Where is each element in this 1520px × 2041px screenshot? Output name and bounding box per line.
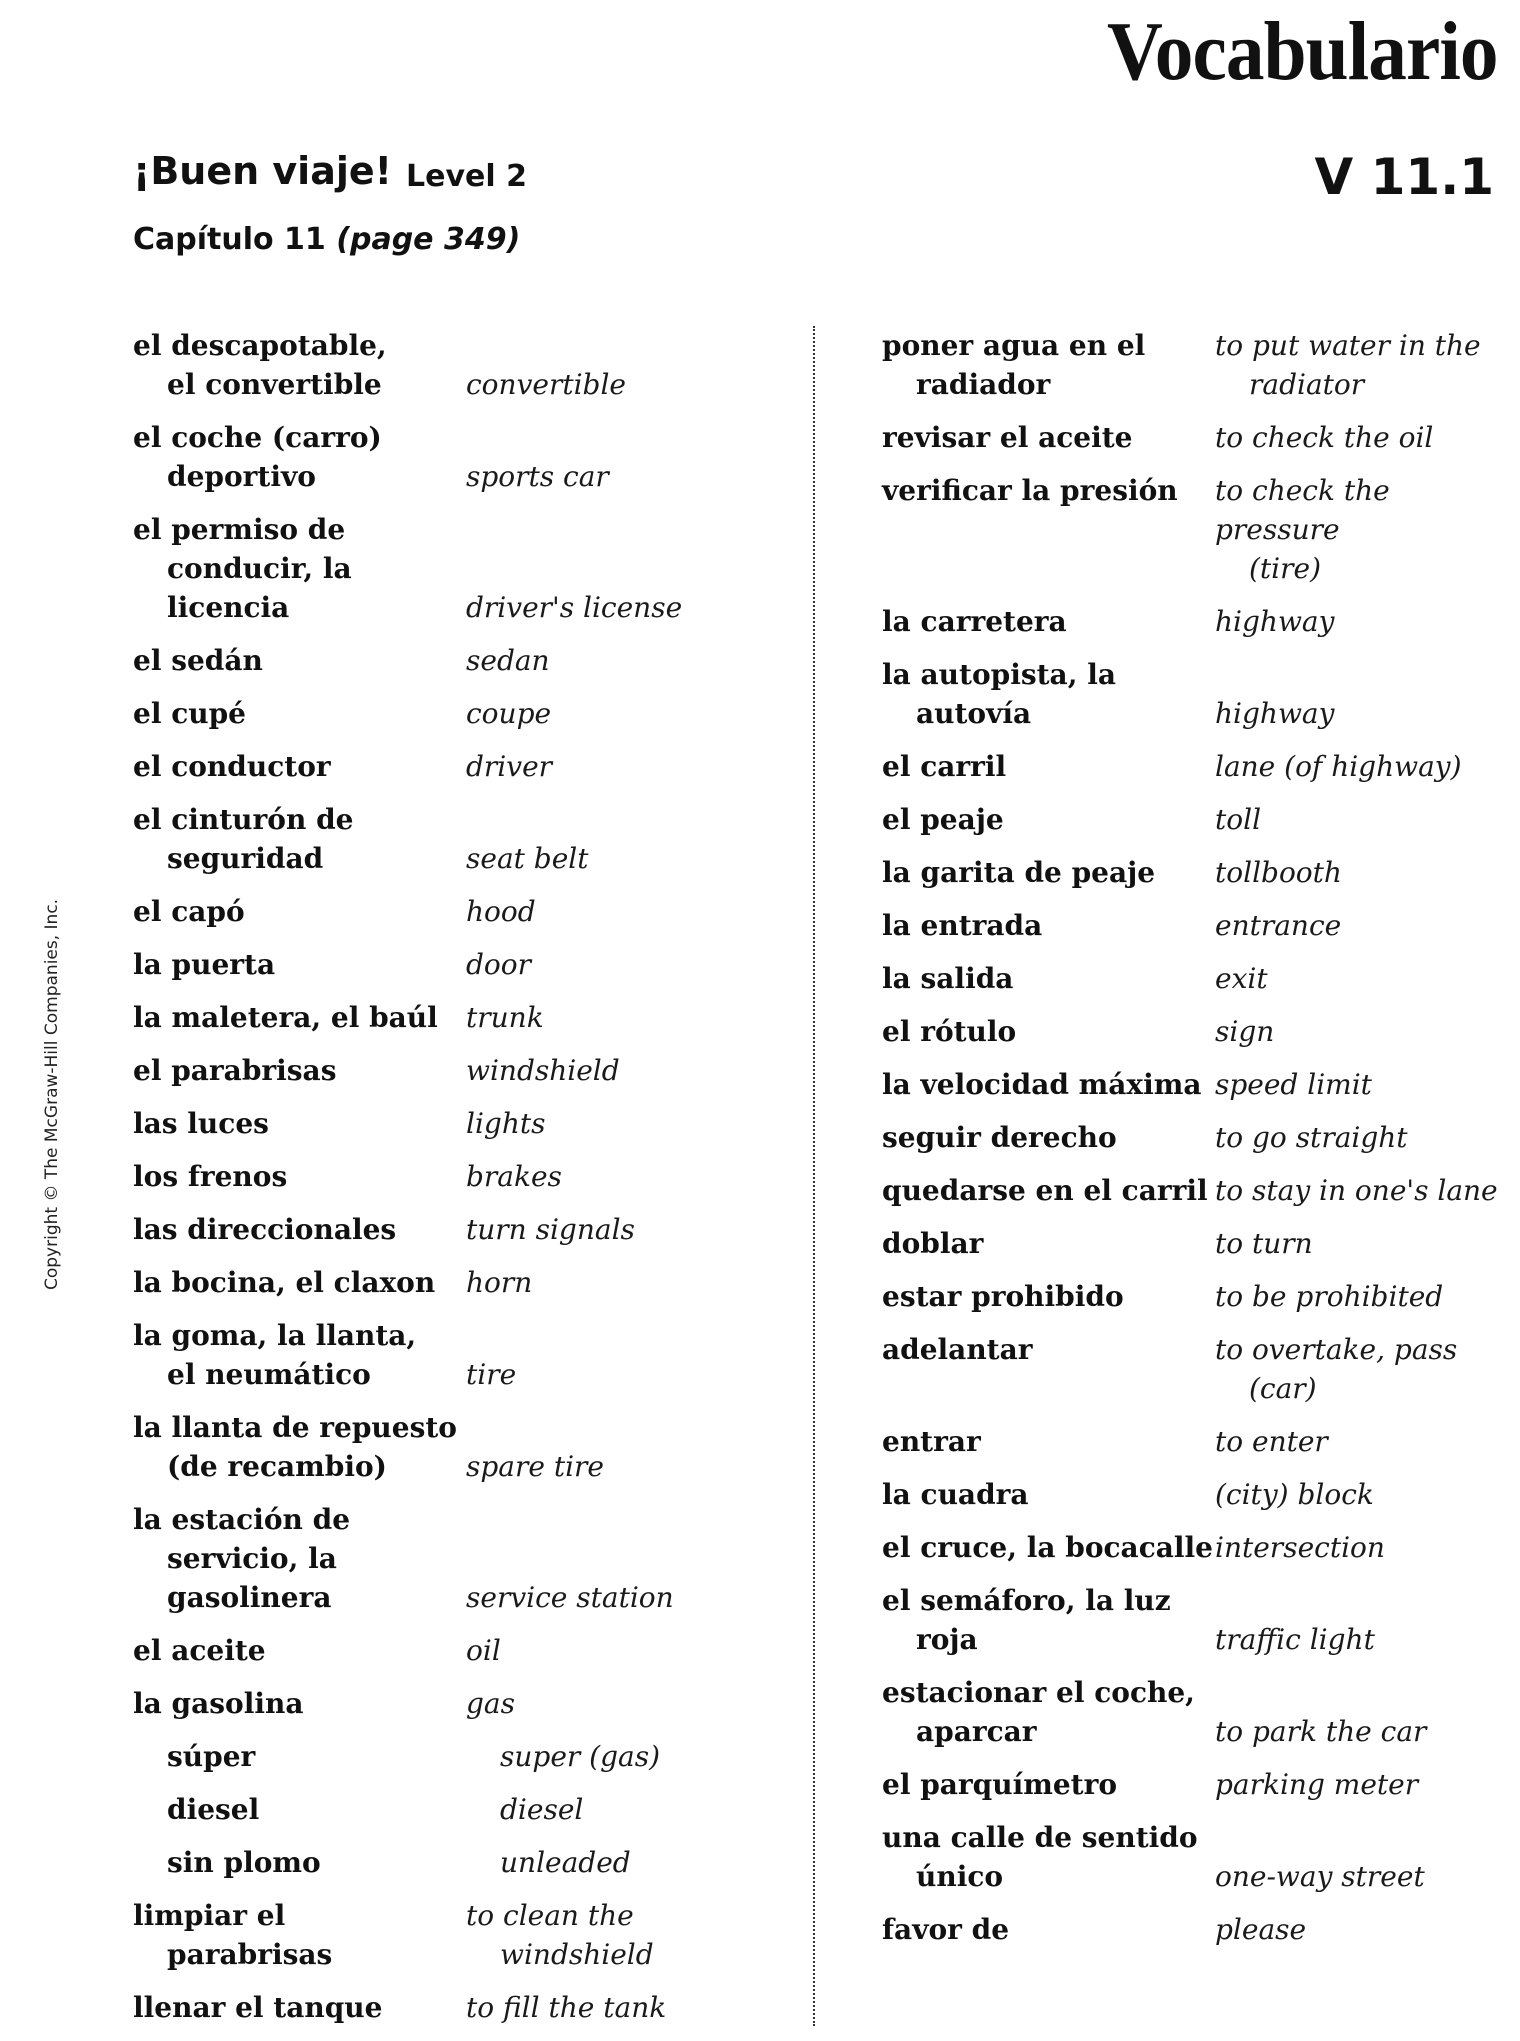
spanish-term-line: seguridad bbox=[167, 842, 324, 875]
spanish-term bbox=[133, 1051, 466, 1090]
english-translation bbox=[466, 998, 793, 1037]
english-translation bbox=[1215, 906, 1502, 945]
spanish-term-line: (de recambio) bbox=[167, 1450, 387, 1483]
vocab-entry bbox=[882, 1012, 1502, 1051]
vocab-entry bbox=[133, 1104, 793, 1143]
vocab-entry bbox=[133, 510, 793, 627]
spanish-term-line: el cruce, la bocacalle bbox=[882, 1531, 1213, 1564]
english-translation-line: (car) bbox=[1249, 1372, 1317, 1405]
vocab-entry bbox=[882, 655, 1502, 733]
worksheet-code: V 11.1 bbox=[1314, 148, 1494, 206]
vocab-entry bbox=[882, 1581, 1502, 1659]
spanish-term-line: la salida bbox=[882, 962, 1014, 995]
vocab-entry bbox=[882, 1673, 1502, 1751]
english-translation-line bbox=[466, 418, 793, 457]
spanish-term bbox=[133, 694, 466, 733]
english-translation bbox=[466, 1210, 793, 1249]
vocab-entry bbox=[882, 1277, 1502, 1316]
vocab-entry bbox=[133, 892, 793, 931]
spanish-term bbox=[133, 1631, 466, 1670]
english-translation bbox=[1215, 1581, 1502, 1659]
vocab-entry bbox=[133, 1988, 793, 2027]
spanish-term-line: licencia bbox=[167, 591, 290, 624]
spanish-term bbox=[133, 1210, 466, 1249]
spanish-term bbox=[882, 747, 1215, 786]
spanish-term-line: el carril bbox=[882, 750, 1007, 783]
english-translation-line: to check the oil bbox=[1215, 421, 1434, 454]
english-translation-line: (tire) bbox=[1249, 552, 1322, 585]
spanish-term-line: el rótulo bbox=[882, 1015, 1017, 1048]
english-translation-line: driver bbox=[466, 750, 553, 783]
english-translation bbox=[466, 641, 793, 680]
english-translation bbox=[1215, 747, 1502, 786]
english-translation-line bbox=[466, 1500, 793, 1539]
vocab-entry bbox=[882, 1171, 1502, 1210]
spanish-term bbox=[882, 1581, 1215, 1659]
english-translation bbox=[1215, 1910, 1502, 1949]
spanish-term bbox=[882, 1528, 1215, 1567]
spanish-term-line: la goma, la llanta, bbox=[133, 1319, 417, 1352]
english-translation bbox=[466, 1631, 793, 1670]
spanish-term-line: el aceite bbox=[133, 1634, 266, 1667]
vocab-entry bbox=[882, 602, 1502, 641]
spanish-term-line: seguir derecho bbox=[882, 1121, 1117, 1154]
vocab-entry bbox=[133, 1500, 793, 1617]
english-translation bbox=[466, 1790, 793, 1829]
vocab-entry bbox=[882, 471, 1502, 588]
spanish-term-line: revisar el aceite bbox=[882, 421, 1133, 454]
english-translation bbox=[1215, 1277, 1502, 1316]
english-translation bbox=[1215, 1765, 1502, 1804]
english-translation-line: toll bbox=[1215, 803, 1262, 836]
spanish-term-line: el conductor bbox=[133, 750, 331, 783]
english-translation-line: unleaded bbox=[500, 1846, 631, 1879]
spanish-term-line: estacionar el coche, bbox=[882, 1676, 1195, 1709]
english-translation bbox=[466, 1737, 793, 1776]
spanish-term bbox=[882, 1118, 1215, 1157]
spanish-term-line: el descapotable, bbox=[133, 329, 387, 362]
spanish-term bbox=[882, 1330, 1215, 1408]
spanish-term bbox=[882, 959, 1215, 998]
vocab-entry bbox=[882, 418, 1502, 457]
english-translation-line: radiator bbox=[1249, 368, 1365, 401]
english-translation-line: gas bbox=[466, 1687, 515, 1720]
spanish-term bbox=[882, 1910, 1215, 1949]
spanish-term-line: las luces bbox=[133, 1107, 269, 1140]
spanish-term-line: verificar la presión bbox=[882, 474, 1178, 507]
spanish-term-line: la carretera bbox=[882, 605, 1067, 638]
spanish-term bbox=[133, 418, 466, 496]
level-label: Level 2 bbox=[406, 159, 527, 194]
english-translation bbox=[1215, 418, 1502, 457]
page-title: Vocabulario bbox=[1107, 5, 1498, 98]
spanish-term-line: la estación de bbox=[133, 1503, 351, 1536]
vocab-entry bbox=[882, 747, 1502, 786]
vocab-entry bbox=[133, 694, 793, 733]
vocab-entry bbox=[133, 641, 793, 680]
english-translation-line: trunk bbox=[466, 1001, 544, 1034]
spanish-term bbox=[882, 655, 1215, 733]
english-translation-line: (city) block bbox=[1215, 1478, 1374, 1511]
spanish-term-line: aparcar bbox=[916, 1715, 1037, 1748]
spanish-term-line: el peaje bbox=[882, 803, 1004, 836]
spanish-term-line: la llanta de repuesto bbox=[133, 1411, 457, 1444]
spanish-term-line: el capó bbox=[133, 895, 245, 928]
english-translation bbox=[466, 747, 793, 786]
spanish-term bbox=[882, 1818, 1215, 1896]
english-translation-line bbox=[466, 1539, 793, 1578]
spanish-term-line: el parquímetro bbox=[882, 1768, 1118, 1801]
english-translation-line: seat belt bbox=[466, 842, 589, 875]
vocab-entry bbox=[882, 1475, 1502, 1514]
english-translation-line: please bbox=[1215, 1913, 1307, 1946]
spanish-term bbox=[133, 1316, 466, 1394]
vocab-entry bbox=[133, 1210, 793, 1249]
vocab-entry bbox=[882, 959, 1502, 998]
spanish-term-line: diesel bbox=[167, 1793, 260, 1826]
english-translation bbox=[1215, 1818, 1502, 1896]
english-translation bbox=[466, 326, 793, 404]
english-translation bbox=[1215, 1224, 1502, 1263]
english-translation-line: exit bbox=[1215, 962, 1268, 995]
english-translation-line: traffic light bbox=[1215, 1623, 1375, 1656]
spanish-term-line: los frenos bbox=[133, 1160, 288, 1193]
vocab-entry bbox=[133, 326, 793, 404]
english-translation-line: windshield bbox=[500, 1938, 654, 1971]
english-translation-line: to go straight bbox=[1215, 1121, 1408, 1154]
english-translation-line: to clean the bbox=[466, 1899, 634, 1932]
vocab-entry bbox=[882, 1818, 1502, 1896]
english-translation-line: convertible bbox=[466, 368, 627, 401]
english-translation-line: one-way street bbox=[1215, 1860, 1425, 1893]
english-translation bbox=[466, 1263, 793, 1302]
vocab-entry bbox=[882, 800, 1502, 839]
spanish-term bbox=[133, 998, 466, 1037]
english-translation-line bbox=[466, 326, 793, 365]
vocab-entry bbox=[133, 1051, 793, 1090]
vocab-entry bbox=[133, 418, 793, 496]
english-translation-line: turn signals bbox=[466, 1213, 635, 1246]
english-translation-line: lane (of highway) bbox=[1215, 750, 1462, 783]
english-translation-line: speed limit bbox=[1215, 1068, 1372, 1101]
spanish-term-line: las direccionales bbox=[133, 1213, 397, 1246]
spanish-term bbox=[882, 1765, 1215, 1804]
spanish-term-line: servicio, la bbox=[167, 1542, 337, 1575]
vocab-entry bbox=[882, 1118, 1502, 1157]
spanish-term-line: súper bbox=[167, 1740, 256, 1773]
vocab-entry bbox=[133, 1263, 793, 1302]
english-translation-line: to turn bbox=[1215, 1227, 1313, 1260]
spanish-term-line: poner agua en el bbox=[882, 329, 1146, 362]
english-translation bbox=[466, 1988, 793, 2027]
spanish-term-line: roja bbox=[916, 1623, 978, 1656]
spanish-term bbox=[133, 800, 466, 878]
vocab-entry bbox=[882, 1765, 1502, 1804]
english-translation bbox=[1215, 1528, 1502, 1567]
spanish-term-line: la velocidad máxima bbox=[882, 1068, 1202, 1101]
english-translation bbox=[466, 1408, 793, 1486]
spanish-term bbox=[133, 1408, 466, 1486]
spanish-term bbox=[133, 326, 466, 404]
vocab-entry bbox=[133, 747, 793, 786]
english-translation-line: to check the pressure bbox=[1215, 474, 1390, 546]
english-translation-line bbox=[466, 549, 793, 588]
spanish-term bbox=[133, 1843, 466, 1882]
spanish-term bbox=[882, 1065, 1215, 1104]
vocab-entry bbox=[882, 906, 1502, 945]
spanish-term-line: radiador bbox=[916, 368, 1051, 401]
vocab-entry bbox=[133, 1408, 793, 1486]
spanish-term bbox=[882, 906, 1215, 945]
spanish-term bbox=[882, 1673, 1215, 1751]
spanish-term bbox=[133, 1737, 466, 1776]
vocab-entry bbox=[133, 1896, 793, 1974]
english-translation bbox=[1215, 655, 1502, 733]
vocab-entry bbox=[882, 1330, 1502, 1408]
spanish-term-line: estar prohibido bbox=[882, 1280, 1124, 1313]
english-translation-line: horn bbox=[466, 1266, 533, 1299]
english-translation-line: brakes bbox=[466, 1160, 562, 1193]
spanish-term-line: el parabrisas bbox=[133, 1054, 337, 1087]
vocab-entry bbox=[133, 1157, 793, 1196]
spanish-term bbox=[133, 1157, 466, 1196]
spanish-term-line: gasolinera bbox=[167, 1581, 332, 1614]
spanish-term bbox=[882, 1277, 1215, 1316]
vocab-entry bbox=[133, 800, 793, 878]
spanish-term-line: la puerta bbox=[133, 948, 276, 981]
english-translation bbox=[1215, 1171, 1502, 1210]
english-translation-line bbox=[466, 510, 793, 549]
spanish-term bbox=[133, 747, 466, 786]
vocab-entry bbox=[133, 1631, 793, 1670]
english-translation-line: coupe bbox=[466, 697, 552, 730]
english-translation-line bbox=[1215, 655, 1502, 694]
spanish-term bbox=[133, 1896, 466, 1974]
copyright-text: Copyright © The McGraw-Hill Companies, Inc. bbox=[42, 898, 62, 1290]
spanish-term bbox=[882, 326, 1215, 404]
vocab-entry bbox=[882, 1910, 1502, 1949]
spanish-term bbox=[133, 1500, 466, 1617]
spanish-term-line: una calle de sentido bbox=[882, 1821, 1198, 1854]
english-translation-line: driver's license bbox=[466, 591, 683, 624]
english-translation bbox=[466, 1316, 793, 1394]
english-translation-line: tollbooth bbox=[1215, 856, 1342, 889]
english-translation-line: to overtake, pass bbox=[1215, 1333, 1458, 1366]
spanish-term bbox=[133, 641, 466, 680]
english-translation-line bbox=[466, 800, 793, 839]
spanish-term-line: el neumático bbox=[167, 1358, 371, 1391]
vocab-entry bbox=[882, 1422, 1502, 1461]
spanish-term bbox=[882, 800, 1215, 839]
spanish-term-line: la cuadra bbox=[882, 1478, 1029, 1511]
spanish-term bbox=[882, 418, 1215, 457]
english-translation-line: oil bbox=[466, 1634, 501, 1667]
english-translation bbox=[1215, 326, 1502, 404]
english-translation-line: highway bbox=[1215, 697, 1335, 730]
english-translation bbox=[1215, 1673, 1502, 1751]
spanish-term bbox=[133, 1263, 466, 1302]
book-title: ¡Buen viaje! bbox=[133, 149, 392, 193]
spanish-term bbox=[882, 1224, 1215, 1263]
vocab-entry bbox=[882, 853, 1502, 892]
right-vocabulary-column bbox=[882, 326, 1502, 1963]
english-translation bbox=[1215, 959, 1502, 998]
english-translation bbox=[466, 892, 793, 931]
column-divider bbox=[813, 326, 815, 2026]
english-translation-line bbox=[466, 1316, 793, 1355]
english-translation-line: door bbox=[466, 948, 532, 981]
english-translation bbox=[466, 418, 793, 496]
spanish-term bbox=[882, 1171, 1215, 1210]
spanish-term-line: autovía bbox=[916, 697, 1032, 730]
english-translation bbox=[466, 1157, 793, 1196]
english-translation bbox=[1215, 853, 1502, 892]
vocab-entry bbox=[882, 1065, 1502, 1104]
spanish-term bbox=[133, 892, 466, 931]
spanish-term-line: único bbox=[916, 1860, 1004, 1893]
spanish-term-line: deportivo bbox=[167, 460, 316, 493]
spanish-term-line: el permiso de bbox=[133, 513, 346, 546]
spanish-term-line: la bocina, el claxon bbox=[133, 1266, 436, 1299]
english-translation bbox=[1215, 1330, 1502, 1408]
spanish-term bbox=[882, 1012, 1215, 1051]
spanish-term-line: adelantar bbox=[882, 1333, 1033, 1366]
english-translation bbox=[466, 1500, 793, 1617]
spanish-term bbox=[882, 471, 1215, 588]
spanish-term-line: llenar el tanque bbox=[133, 1991, 383, 2024]
vocab-entry bbox=[882, 1224, 1502, 1263]
english-translation bbox=[466, 694, 793, 733]
english-translation-line bbox=[466, 1408, 793, 1447]
english-translation-line: to fill the tank bbox=[466, 1991, 667, 2024]
english-translation bbox=[466, 510, 793, 627]
vocab-entry bbox=[133, 945, 793, 984]
vocab-entry bbox=[882, 326, 1502, 404]
english-translation bbox=[1215, 1118, 1502, 1157]
english-translation bbox=[466, 1684, 793, 1723]
english-translation-line bbox=[1215, 1673, 1502, 1712]
english-translation bbox=[1215, 800, 1502, 839]
english-translation bbox=[466, 1843, 793, 1882]
spanish-term-line: la garita de peaje bbox=[882, 856, 1156, 889]
english-translation-line: sign bbox=[1215, 1015, 1275, 1048]
chapter-label: Capítulo 11 bbox=[133, 222, 326, 257]
spanish-term-line: limpiar el bbox=[133, 1899, 286, 1932]
english-translation bbox=[466, 1896, 793, 1974]
left-vocabulary-column bbox=[133, 326, 793, 2041]
spanish-term-line: el cupé bbox=[133, 697, 246, 730]
english-translation-line bbox=[1215, 1581, 1502, 1620]
english-translation-line: hood bbox=[466, 895, 536, 928]
vocab-entry bbox=[133, 998, 793, 1037]
spanish-term bbox=[133, 1684, 466, 1723]
english-translation-line: to park the car bbox=[1215, 1715, 1427, 1748]
english-translation bbox=[1215, 1012, 1502, 1051]
vocab-entry bbox=[133, 1737, 793, 1776]
english-translation-line: super (gas) bbox=[500, 1740, 661, 1773]
vocab-entry bbox=[133, 1843, 793, 1882]
english-translation bbox=[466, 1051, 793, 1090]
english-translation-line: tire bbox=[466, 1358, 517, 1391]
spanish-term-line: favor de bbox=[882, 1913, 1010, 1946]
english-translation bbox=[1215, 602, 1502, 641]
spanish-term-line: sin plomo bbox=[167, 1846, 321, 1879]
spanish-term-line: el semáforo, la luz bbox=[882, 1584, 1171, 1617]
spanish-term-line: parabrisas bbox=[167, 1938, 333, 1971]
spanish-term bbox=[882, 1422, 1215, 1461]
vocab-entry bbox=[133, 1316, 793, 1394]
english-translation-line: to enter bbox=[1215, 1425, 1328, 1458]
english-translation-line: spare tire bbox=[466, 1450, 605, 1483]
english-translation-line: sedan bbox=[466, 644, 550, 677]
spanish-term-line: la entrada bbox=[882, 909, 1043, 942]
vocab-entry bbox=[882, 1528, 1502, 1567]
spanish-term-line: el cinturón de bbox=[133, 803, 354, 836]
english-translation bbox=[466, 945, 793, 984]
page-reference: (page 349) bbox=[336, 222, 521, 257]
english-translation bbox=[1215, 1475, 1502, 1514]
spanish-term-line: la autopista, la bbox=[882, 658, 1116, 691]
spanish-term-line: el coche (carro) bbox=[133, 421, 382, 454]
vocab-entry bbox=[133, 1684, 793, 1723]
english-translation bbox=[466, 1104, 793, 1143]
spanish-term bbox=[882, 602, 1215, 641]
english-translation-line bbox=[1215, 1818, 1502, 1857]
english-translation-line: service station bbox=[466, 1581, 674, 1614]
english-translation bbox=[466, 800, 793, 878]
spanish-term bbox=[133, 1790, 466, 1829]
vocab-entry bbox=[133, 1790, 793, 1829]
english-translation bbox=[1215, 1422, 1502, 1461]
english-translation-line: parking meter bbox=[1215, 1768, 1419, 1801]
english-translation-line: to put water in the bbox=[1215, 329, 1481, 362]
spanish-term-line: la maletera, el baúl bbox=[133, 1001, 438, 1034]
english-translation bbox=[1215, 471, 1502, 588]
english-translation-line: to be prohibited bbox=[1215, 1280, 1444, 1313]
spanish-term-line: entrar bbox=[882, 1425, 981, 1458]
chapter-heading bbox=[133, 222, 521, 257]
english-translation-line: highway bbox=[1215, 605, 1335, 638]
spanish-term-line: conducir, la bbox=[167, 552, 352, 585]
spanish-term-line: el sedán bbox=[133, 644, 263, 677]
spanish-term bbox=[133, 1988, 466, 2027]
spanish-term-line: doblar bbox=[882, 1227, 984, 1260]
english-translation bbox=[1215, 1065, 1502, 1104]
english-translation-line: windshield bbox=[466, 1054, 620, 1087]
english-translation-line: lights bbox=[466, 1107, 546, 1140]
spanish-term bbox=[882, 853, 1215, 892]
english-translation-line: entrance bbox=[1215, 909, 1342, 942]
spanish-term bbox=[882, 1475, 1215, 1514]
spanish-term bbox=[133, 945, 466, 984]
spanish-term bbox=[133, 510, 466, 627]
english-translation-line: intersection bbox=[1215, 1531, 1385, 1564]
spanish-term bbox=[133, 1104, 466, 1143]
spanish-term-line: el convertible bbox=[167, 368, 382, 401]
spanish-term-line: quedarse en el carril bbox=[882, 1174, 1208, 1207]
english-translation-line: sports car bbox=[466, 460, 609, 493]
english-translation-line: diesel bbox=[500, 1793, 584, 1826]
spanish-term-line: la gasolina bbox=[133, 1687, 304, 1720]
english-translation-line: to stay in one's lane bbox=[1215, 1174, 1498, 1207]
